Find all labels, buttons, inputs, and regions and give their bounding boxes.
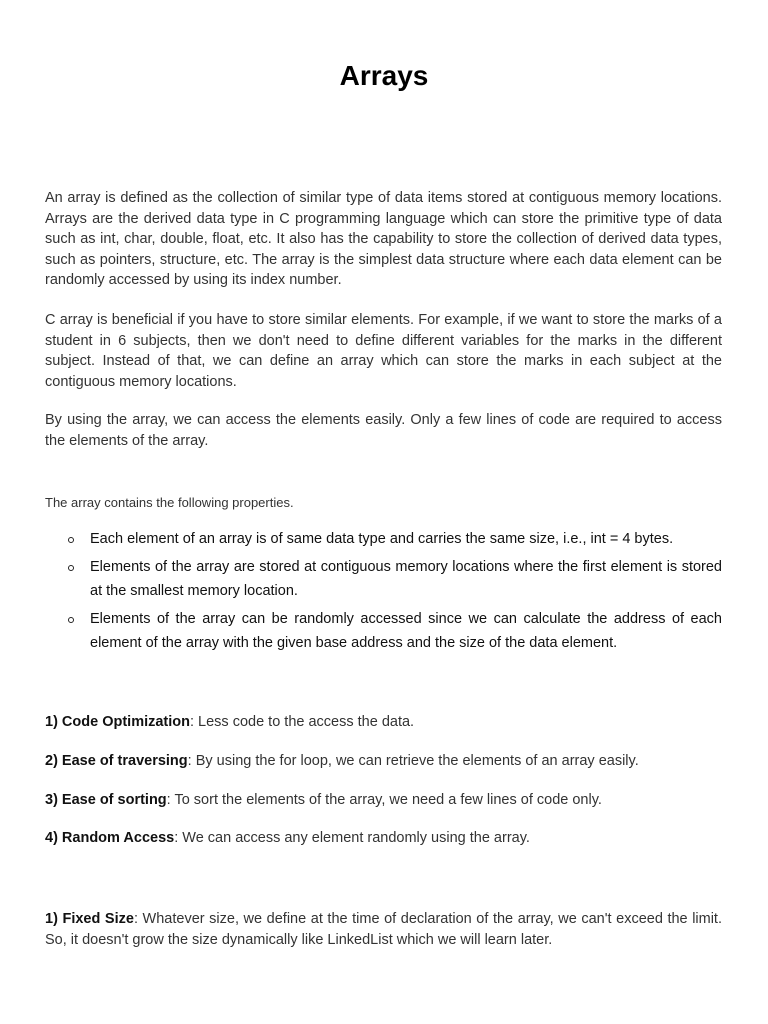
list-item-text: Elements of the array are stored at contiguous memory locations where the first element is stored at the smallest memory location. xyxy=(90,559,722,599)
paragraph-definition: An array is defined as the collection of similar type of data items stored at contiguous memory locations. Arrays are the derived data type in C programming language which can store the primitive type of data such as int, char, double, float, etc. It also has the capability to store the collection of derived data types, such as pointers, structure, etc. The array is the simplest data structure where each data element can be randomly accessed by using its index number. xyxy=(45,190,722,289)
paragraph-benefit: C array is beneficial if you have to store similar elements. For example, if we want to store the marks of a student in 6 subjects, then we don't need to define different variables for the marks in the different subject. Instead of that, we can define an array which can store the marks in each subject at the contiguous memory locations. xyxy=(45,312,722,390)
paragraph-access: By using the array, we can access the elements easily. Only a few lines of code are required to access the elements of the array. xyxy=(45,412,722,449)
list-item xyxy=(45,555,722,603)
advantage-term: 3) Ease of sorting xyxy=(45,792,167,808)
list-item xyxy=(45,527,722,551)
advantage-term: 4) Random Access xyxy=(45,830,175,846)
advantage-ease-of-traversing xyxy=(45,751,722,772)
page-title: Arrays xyxy=(339,60,429,91)
advantage-text: : Less code to the access the data. xyxy=(190,714,415,730)
circle-bullet-icon xyxy=(68,617,74,623)
list-item xyxy=(45,607,722,655)
list-item-text: Each element of an array is of same data type and carries the same size, i.e., int = 4 bytes. xyxy=(90,531,674,547)
properties-intro: The array contains the following properties. xyxy=(45,495,294,510)
disadvantage-text: : Whatever size, we define at the time of declaration of the array, we can't exceed the limit. So, it doesn't grow the size dynamically like LinkedList which we will learn later. xyxy=(45,911,722,948)
advantage-ease-of-sorting xyxy=(45,790,722,811)
advantage-code-optimization xyxy=(45,712,722,733)
advantage-random-access xyxy=(45,828,722,849)
properties-list xyxy=(45,527,722,659)
advantage-term: 1) Code Optimization xyxy=(45,714,190,730)
advantage-term: 2) Ease of traversing xyxy=(45,753,188,769)
advantage-text: : To sort the elements of the array, we need a few lines of code only. xyxy=(166,792,602,808)
list-item-text: Elements of the array can be randomly accessed since we can calculate the address of each element of the array with the given base address and the size of the data element. xyxy=(90,611,722,651)
disadvantage-term: 1) Fixed Size xyxy=(45,911,134,927)
advantage-text: : We can access any element randomly using the array. xyxy=(174,830,530,846)
disadvantage-fixed-size xyxy=(45,909,722,950)
circle-bullet-icon xyxy=(68,537,74,543)
circle-bullet-icon xyxy=(68,565,74,571)
advantage-text: : By using the for loop, we can retrieve the elements of an array easily. xyxy=(187,753,639,769)
